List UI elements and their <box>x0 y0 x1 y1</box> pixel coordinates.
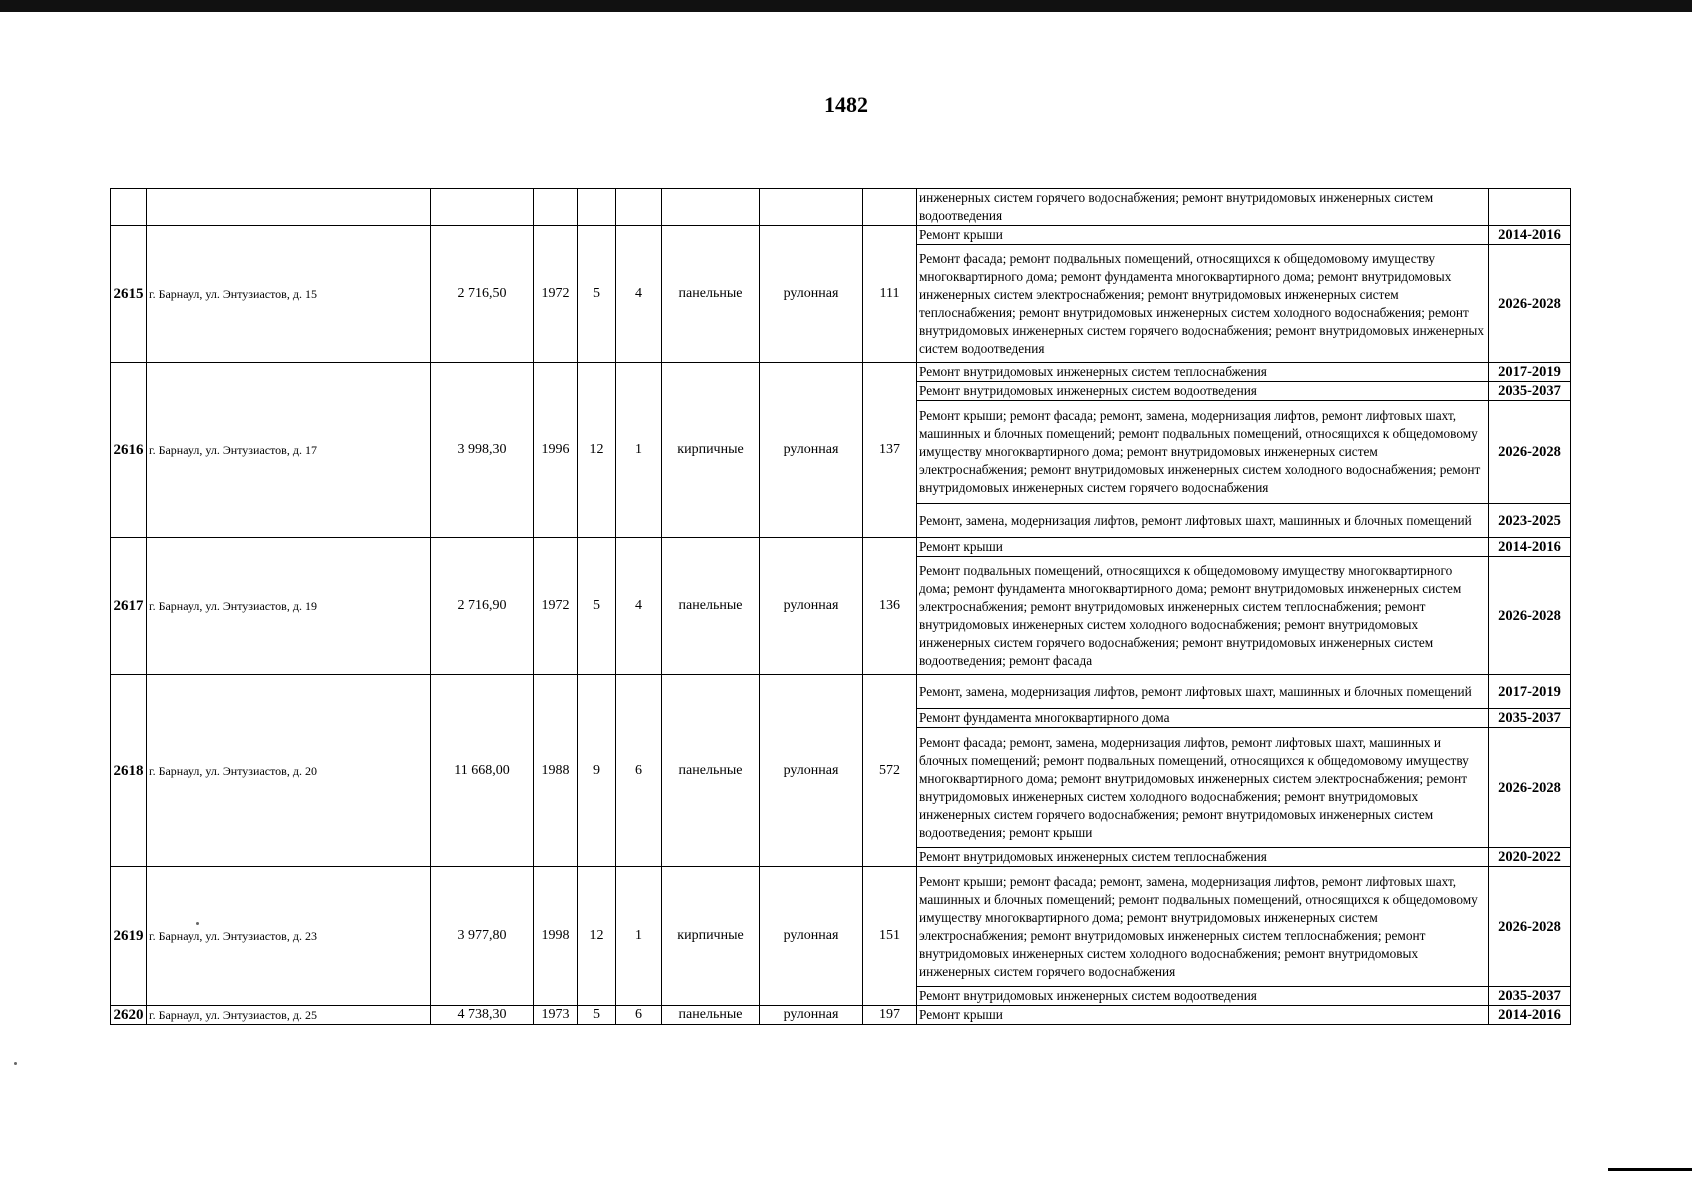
housing-repair-table <box>110 188 1571 1025</box>
cell-period <box>1489 189 1571 226</box>
cell-residents: 197 <box>863 1006 917 1025</box>
table-row <box>111 189 1571 226</box>
cell-work-description: Ремонт крыши <box>917 1006 1489 1025</box>
cell-floors: 12 <box>578 867 616 1006</box>
cell-residents: 572 <box>863 675 917 867</box>
cell-number: 2615 <box>111 226 147 363</box>
cell-number: 2619 <box>111 867 147 1006</box>
cell-wall-material: панельные <box>662 226 760 363</box>
cell-roof-type: рулонная <box>760 867 863 1006</box>
cell-wall-material: панельные <box>662 1006 760 1025</box>
cell-address: г. Барнаул, ул. Энтузиастов, д. 25 <box>147 1006 431 1025</box>
cell-residents: 151 <box>863 867 917 1006</box>
cell-period: 2035-2037 <box>1489 382 1571 401</box>
table-body <box>111 189 1571 1025</box>
cell-address: г. Барнаул, ул. Энтузиастов, д. 17 <box>147 363 431 538</box>
cell-wall-material: кирпичные <box>662 363 760 538</box>
cell-period: 2035-2037 <box>1489 987 1571 1006</box>
cell-area <box>431 189 534 226</box>
cell-year: 1988 <box>534 675 578 867</box>
cell-area: 3 977,80 <box>431 867 534 1006</box>
cell-work-description: Ремонт фасада; ремонт, замена, модернизация лифтов, ремонт лифтовых шахт, машинных и блочных помещений; ремонт подвальных помещений, относящихся к общедомовому имуществу многоквартирного дома; ремонт внутридомовых инженерных систем электроснабжения; ремонт внутридомовых инженерных систем холодного водоснабжения; ремонт внутридомовых инженерных систем горячего водоснабжения; ремонт внутридомовых инженерных систем водоотведения; ремонт крыши <box>917 728 1489 848</box>
cell-address: г. Барнаул, ул. Энтузиастов, д. 23 <box>147 867 431 1006</box>
cell-period: 2026-2028 <box>1489 557 1571 675</box>
cell-residents: 137 <box>863 363 917 538</box>
cell-year: 1998 <box>534 867 578 1006</box>
scan-speck <box>196 922 199 925</box>
cell-roof-type: рулонная <box>760 363 863 538</box>
cell-work-description: Ремонт фундамента многоквартирного дома <box>917 709 1489 728</box>
cell-work-description: Ремонт внутридомовых инженерных систем теплоснабжения <box>917 363 1489 382</box>
cell-work-description: Ремонт крыши; ремонт фасада; ремонт, замена, модернизация лифтов, ремонт лифтовых шахт, машинных и блочных помещений; ремонт подвальных помещений, относящихся к общедомовому имуществу многоквартирного дома; ремонт внутридомовых инженерных систем электроснабжения; ремонт внутридомовых инженерных систем холодного водоснабжения; ремонт внутридомовых инженерных систем горячего водоснабжения <box>917 401 1489 504</box>
cell-year: 1972 <box>534 538 578 675</box>
cell-period: 2014-2016 <box>1489 1006 1571 1025</box>
cell-residents: 111 <box>863 226 917 363</box>
cell-work-description: Ремонт внутридомовых инженерных систем теплоснабжения <box>917 848 1489 867</box>
table-row <box>111 363 1571 382</box>
cell-number: 2617 <box>111 538 147 675</box>
cell-wall-material: панельные <box>662 538 760 675</box>
cell-floors: 9 <box>578 675 616 867</box>
cell-period: 2026-2028 <box>1489 867 1571 987</box>
table-row <box>111 538 1571 557</box>
cell-work-description: Ремонт подвальных помещений, относящихся к общедомовому имуществу многоквартирного дома; ремонт фундамента многоквартирного дома; ремонт внутридомовых инженерных систем электроснабжения; ремонт внутридомовых инженерных систем теплоснабжения; ремонт внутридомовых инженерных систем холодного водоснабжения; ремонт внутридомовых инженерных систем горячего водоснабжения; ремонт внутридомовых инженерных систем водоотведения; ремонт фасада <box>917 557 1489 675</box>
cell-period: 2017-2019 <box>1489 675 1571 709</box>
cell-number <box>111 189 147 226</box>
cell-address: г. Барнаул, ул. Энтузиастов, д. 20 <box>147 675 431 867</box>
cell-number: 2618 <box>111 675 147 867</box>
cell-entrances: 1 <box>616 363 662 538</box>
scan-top-border <box>0 0 1692 12</box>
page-number: 1482 <box>824 92 868 117</box>
cell-floors: 5 <box>578 1006 616 1025</box>
cell-number: 2616 <box>111 363 147 538</box>
cell-year: 1972 <box>534 226 578 363</box>
cell-entrances: 4 <box>616 226 662 363</box>
cell-work-description: Ремонт внутридомовых инженерных систем водоотведения <box>917 382 1489 401</box>
cell-wall-material <box>662 189 760 226</box>
cell-period: 2014-2016 <box>1489 538 1571 557</box>
cell-period: 2023-2025 <box>1489 504 1571 538</box>
cell-year: 1973 <box>534 1006 578 1025</box>
cell-residents: 136 <box>863 538 917 675</box>
cell-number: 2620 <box>111 1006 147 1025</box>
cell-period: 2017-2019 <box>1489 363 1571 382</box>
cell-floors <box>578 189 616 226</box>
cell-work-description: Ремонт, замена, модернизация лифтов, ремонт лифтовых шахт, машинных и блочных помещений <box>917 675 1489 709</box>
scan-speck <box>14 1062 17 1065</box>
cell-roof-type <box>760 189 863 226</box>
cell-area: 2 716,50 <box>431 226 534 363</box>
cell-roof-type: рулонная <box>760 675 863 867</box>
cell-area: 4 738,30 <box>431 1006 534 1025</box>
cell-area: 11 668,00 <box>431 675 534 867</box>
cell-year <box>534 189 578 226</box>
cell-entrances <box>616 189 662 226</box>
cell-period: 2026-2028 <box>1489 245 1571 363</box>
cell-year: 1996 <box>534 363 578 538</box>
cell-work-description: Ремонт крыши <box>917 538 1489 557</box>
table-row <box>111 1006 1571 1025</box>
cell-roof-type: рулонная <box>760 1006 863 1025</box>
cell-entrances: 6 <box>616 1006 662 1025</box>
cell-area: 3 998,30 <box>431 363 534 538</box>
cell-period: 2014-2016 <box>1489 226 1571 245</box>
scan-edge-mark <box>1608 1168 1692 1171</box>
cell-work-description: Ремонт, замена, модернизация лифтов, ремонт лифтовых шахт, машинных и блочных помещений <box>917 504 1489 538</box>
cell-entrances: 1 <box>616 867 662 1006</box>
cell-address: г. Барнаул, ул. Энтузиастов, д. 15 <box>147 226 431 363</box>
cell-address: г. Барнаул, ул. Энтузиастов, д. 19 <box>147 538 431 675</box>
cell-roof-type: рулонная <box>760 226 863 363</box>
cell-entrances: 6 <box>616 675 662 867</box>
cell-residents <box>863 189 917 226</box>
cell-period: 2026-2028 <box>1489 401 1571 504</box>
cell-floors: 5 <box>578 538 616 675</box>
cell-area: 2 716,90 <box>431 538 534 675</box>
cell-roof-type: рулонная <box>760 538 863 675</box>
cell-address <box>147 189 431 226</box>
cell-period: 2035-2037 <box>1489 709 1571 728</box>
cell-period: 2020-2022 <box>1489 848 1571 867</box>
cell-wall-material: кирпичные <box>662 867 760 1006</box>
table-row <box>111 867 1571 987</box>
cell-work-description: Ремонт крыши <box>917 226 1489 245</box>
table-row <box>111 675 1571 709</box>
cell-wall-material: панельные <box>662 675 760 867</box>
cell-work-description: Ремонт внутридомовых инженерных систем водоотведения <box>917 987 1489 1006</box>
cell-floors: 5 <box>578 226 616 363</box>
cell-floors: 12 <box>578 363 616 538</box>
cell-entrances: 4 <box>616 538 662 675</box>
cell-period: 2026-2028 <box>1489 728 1571 848</box>
cell-work-description: Ремонт фасада; ремонт подвальных помещений, относящихся к общедомовому имуществу многоквартирного дома; ремонт фундамента многоквартирного дома; ремонт внутридомовых инженерных систем электроснабжения; ремонт внутридомовых инженерных систем теплоснабжения; ремонт внутридомовых инженерных систем холодного водоснабжения; ремонт внутридомовых инженерных систем горячего водоснабжения; ремонт внутридомовых инженерных систем водоотведения <box>917 245 1489 363</box>
table-row <box>111 226 1571 245</box>
cell-work-description: Ремонт крыши; ремонт фасада; ремонт, замена, модернизация лифтов, ремонт лифтовых шахт, машинных и блочных помещений; ремонт подвальных помещений, относящихся к общедомовому имуществу многоквартирного дома; ремонт внутридомовых инженерных систем электроснабжения; ремонт внутридомовых инженерных систем теплоснабжения; ремонт внутридомовых инженерных систем холодного водоснабжения; ремонт внутридомовых инженерных систем горячего водоснабжения <box>917 867 1489 987</box>
cell-work-description: инженерных систем горячего водоснабжения; ремонт внутридомовых инженерных систем водоотведения <box>917 189 1489 226</box>
